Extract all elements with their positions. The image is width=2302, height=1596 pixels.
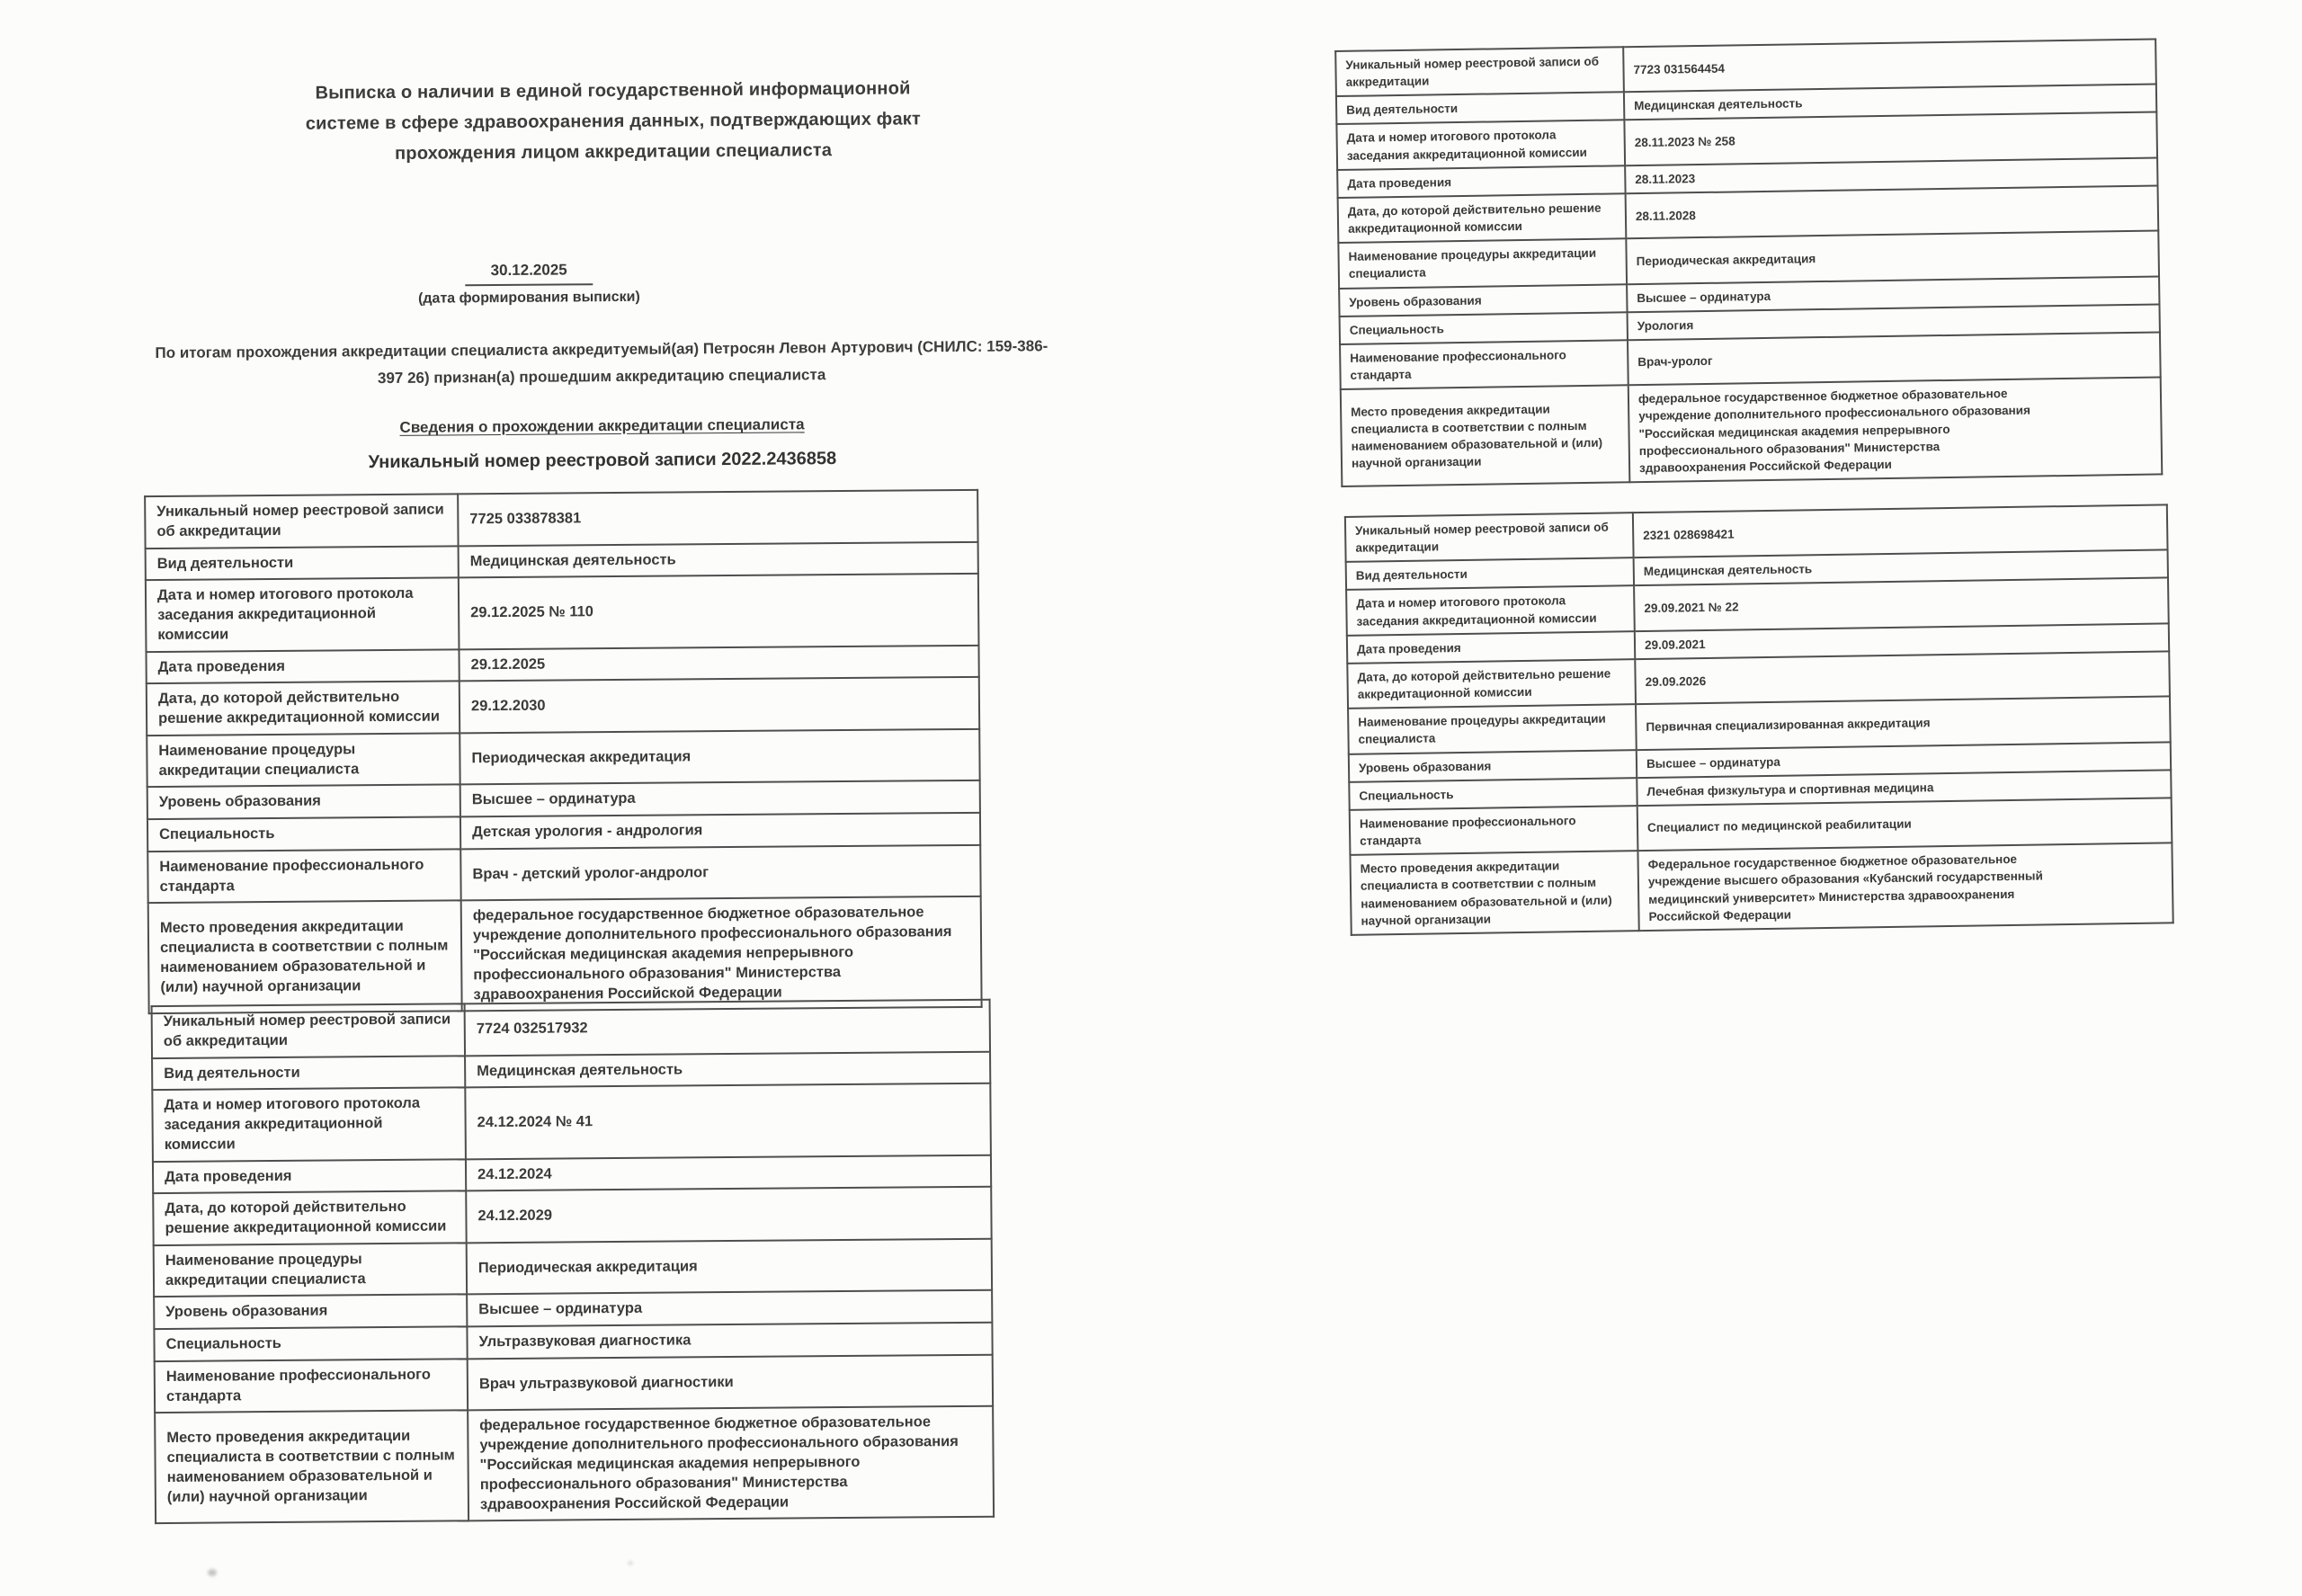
row-value: Лечебная физкультура и спортивная медицина <box>1646 780 1934 798</box>
row-label: Дата и номер итогового протокола заседания аккредитационной комиссии <box>156 585 414 643</box>
row-label: Специальность <box>1359 787 1454 803</box>
row-label: Вид деятельности <box>156 554 294 572</box>
row-value: 29.09.2021 <box>1644 637 1706 652</box>
row-value: Детская урология - андрология <box>472 822 703 841</box>
intro-line: 397 26) признан(а) прошедшим аккредитацию специалиста <box>377 366 826 388</box>
row-value-cell <box>467 1239 992 1295</box>
intro-line: По итогам прохождения аккредитации специалиста аккредитуемый(ая) Петросян Левон Артурович (СНИЛС: 159-386- <box>155 337 1048 362</box>
row-label-cell <box>147 849 460 903</box>
row-value: Врач ультразвуковой диагностики <box>478 1373 734 1393</box>
row-value-cell <box>458 490 977 546</box>
table-row <box>148 896 982 1013</box>
row-label-cell <box>1340 340 1628 389</box>
row-value-cell <box>467 1290 992 1326</box>
row-label-cell <box>155 1359 468 1413</box>
row-label: Наименование процедуры аккредитации специалиста <box>158 741 360 779</box>
table-row <box>152 1000 990 1058</box>
table-row <box>154 1239 992 1297</box>
row-label-cell <box>1335 47 1624 96</box>
row-value: федеральное государственное бюджетное образовательное учреждение дополнительного профессионального образования "Российская медицинская академия непрерывного профессионального образования" Министерства здравоохранения Российской Федерации <box>1637 387 2030 475</box>
row-label-cell <box>1339 284 1627 317</box>
title-line: Выписка о наличии в единой государственной информационной <box>315 78 911 103</box>
extract-date-caption: (дата формирования выписки) <box>417 289 640 307</box>
row-label: Наименование профессионального стандарта <box>159 856 424 895</box>
row-label: Дата, до которой действительно решение аккредитационной комиссии <box>1357 666 1611 701</box>
row-label: Дата, до которой действительно решение аккредитационной комиссии <box>1347 201 1602 236</box>
row-value-cell <box>465 1000 990 1056</box>
row-value: Высшее – ординатура <box>1637 289 1771 305</box>
row-value: 28.11.2023 № 258 <box>1634 134 1735 150</box>
row-label-cell <box>1346 586 1635 636</box>
row-label: Наименование профессионального стандарта <box>1359 814 1576 848</box>
row-value-cell <box>459 541 978 577</box>
row-label-cell <box>147 785 460 819</box>
row-value-cell <box>460 845 980 901</box>
section-heading: Сведения о прохождении аккредитации специалиста <box>399 415 805 436</box>
row-value: 7724 032517932 <box>476 1020 588 1038</box>
row-label-cell <box>1338 239 1627 289</box>
row-value: Медицинская деятельность <box>469 551 676 569</box>
row-label-cell <box>146 578 460 652</box>
row-value: Специалист по медицинской реабилитации <box>1646 817 1912 835</box>
row-value: Периодическая аккредитация <box>471 748 691 767</box>
row-label: Специальность <box>159 825 275 843</box>
row-value-cell <box>460 780 980 816</box>
row-value-cell <box>1623 39 2156 92</box>
row-label: Наименование процедуры аккредитации специалиста <box>1358 711 1606 747</box>
table-row <box>152 1083 991 1162</box>
row-label-cell <box>154 1243 467 1297</box>
row-label: Вид деятельности <box>164 1064 300 1082</box>
table-row <box>147 677 979 736</box>
row-label: Уникальный номер реестровой записи об аккредитации <box>1355 520 1609 555</box>
row-label-cell <box>146 546 459 580</box>
row-label: Уникальный номер реестровой записи об аккредитации <box>163 1011 451 1049</box>
row-value: 24.12.2024 <box>477 1165 552 1182</box>
row-value-cell <box>1636 697 2171 750</box>
row-value-cell <box>460 677 979 733</box>
row-label: Наименование профессионального стандарта <box>165 1366 431 1404</box>
row-value-cell <box>1635 651 2170 704</box>
row-label: Наименование профессионального стандарта <box>1350 348 1566 382</box>
accreditation-table-4 <box>1344 504 2174 935</box>
scan-speck <box>208 1569 217 1576</box>
row-label-cell <box>153 1191 466 1245</box>
extract-date: 30.12.2025 <box>466 261 593 286</box>
row-value-cell <box>460 813 980 849</box>
row-label: Дата проведения <box>165 1167 292 1185</box>
row-value: Высшее – ординатура <box>1646 754 1780 771</box>
row-label-cell <box>1341 385 1630 486</box>
row-label-cell <box>1350 851 1638 934</box>
row-label-cell <box>147 682 460 736</box>
table-row <box>147 845 980 904</box>
row-label-cell <box>145 494 458 548</box>
row-label-cell <box>154 1327 467 1361</box>
row-value: Периодическая аккредитация <box>1636 251 1816 268</box>
row-value: федеральное государственное бюджетное образовательное учреждение дополнительного профессионального образования "Российская медицинская академия непрерывного профессионального образования" Министерства здравоохранения Российской Федерации <box>479 1413 959 1512</box>
row-value-cell <box>461 896 982 1011</box>
row-value: 28.11.2028 <box>1635 208 1696 223</box>
row-value-cell <box>467 1323 992 1359</box>
row-label: Специальность <box>165 1335 281 1353</box>
row-value-cell <box>466 1187 991 1243</box>
row-label-cell <box>147 733 460 787</box>
accreditation-table-3 <box>1334 38 2163 486</box>
row-value: Федеральное государственное бюджетное образовательное учреждение высшего образования «Кубанский государственный медицинский университет» Министерства здравоохранения Российской Федерации <box>1647 852 2043 923</box>
row-label-cell <box>1337 165 1625 198</box>
row-value-cell <box>1637 843 2173 931</box>
row-value: Медицинская деятельность <box>1643 562 1813 579</box>
row-label-cell <box>153 1159 466 1193</box>
row-value: Первичная специализированная аккредитация <box>1646 716 1931 734</box>
row-label: Уровень образования <box>1358 759 1492 775</box>
row-label: Дата, до которой действительно решение аккредитационной комиссии <box>157 689 441 727</box>
row-label: Уровень образования <box>165 1302 328 1321</box>
row-value-cell <box>468 1355 993 1411</box>
row-value: 29.09.2021 № 22 <box>1644 600 1739 616</box>
row-value: 2321 028698421 <box>1643 527 1735 542</box>
table-row <box>1350 843 2173 935</box>
accreditation-table-1 <box>144 489 983 1015</box>
row-label-cell <box>152 1003 465 1057</box>
row-label-cell <box>1347 659 1636 709</box>
row-label-cell <box>1340 312 1628 344</box>
row-value: 29.12.2025 <box>470 655 546 673</box>
row-label-cell <box>1347 631 1635 664</box>
row-value-cell <box>1626 231 2159 284</box>
row-value-cell <box>468 1406 994 1520</box>
row-label: Место проведения аккредитации специалиста в соответствии с полным наименованием образовательной и (или) научной организации <box>1360 859 1612 928</box>
row-label: Дата проведения <box>1347 174 1452 191</box>
row-value-cell <box>1634 578 2169 631</box>
row-label: Дата проведения <box>157 657 286 675</box>
row-value: 29.12.2030 <box>470 697 546 715</box>
row-label-cell <box>147 817 460 851</box>
row-value: 24.12.2024 № 41 <box>477 1113 593 1131</box>
row-value-cell <box>1628 332 2161 385</box>
row-label: Дата и номер итогового протокола заседания аккредитационной комиссии <box>164 1095 421 1153</box>
scan-speck <box>628 1561 633 1565</box>
row-label: Наименование процедуры аккредитации специалиста <box>165 1251 366 1288</box>
row-label: Место проведения аккредитации специалиста в соответствии с полным наименованием образовательной и (или) научной организации <box>1351 402 1603 471</box>
row-label: Уровень образования <box>1349 293 1482 309</box>
row-value-cell <box>1626 185 2159 238</box>
row-label-cell <box>1350 806 1638 855</box>
title-line: системе в сфере здравоохранения данных, подтверждающих факт <box>305 109 922 134</box>
row-label-cell <box>155 1411 468 1524</box>
row-value: 29.12.2025 № 110 <box>470 603 593 621</box>
row-label: Место проведения аккредитации специалиста в соответствии с полным наименованием образовательной и (или) научной организации <box>166 1428 455 1505</box>
row-value-cell <box>1628 378 2163 483</box>
row-value: федеральное государственное бюджетное образовательное учреждение дополнительного профессионального образования "Российская медицинская академия непрерывного профессионального образования" Министерства здравоохранения Российской Федерации <box>472 904 952 1003</box>
intro-paragraph <box>80 333 1123 395</box>
row-label-cell <box>1336 120 1625 170</box>
table-row <box>1341 378 2162 486</box>
row-label: Вид деятельности <box>1346 102 1459 118</box>
document-title <box>104 72 1121 172</box>
row-label: Дата и номер итогового протокола заседания аккредитационной комиссии <box>1356 593 1597 629</box>
row-value: Урология <box>1637 317 1694 333</box>
row-label-cell <box>1348 704 1637 753</box>
row-label: Место проведения аккредитации специалиста в соответствии с полным наименованием образовательной и (или) научной организации <box>159 918 449 995</box>
row-value-cell <box>459 645 978 681</box>
row-label-cell <box>154 1295 467 1329</box>
row-label-cell <box>152 1056 465 1090</box>
row-value: Врач-уролог <box>1637 354 1713 370</box>
row-value-cell <box>1624 112 2157 165</box>
row-value-cell <box>1637 798 2173 851</box>
row-label-cell <box>1338 193 1627 243</box>
row-value-cell <box>465 1083 991 1159</box>
row-label-cell <box>152 1088 466 1162</box>
row-label-cell <box>146 649 459 683</box>
row-value: Медицинская деятельность <box>1634 96 1803 113</box>
table-row <box>145 490 977 548</box>
row-value: Высшее – ординатура <box>471 790 636 808</box>
extract-date-block <box>385 260 673 308</box>
row-value: 24.12.2029 <box>477 1207 553 1225</box>
row-value-cell <box>466 1155 991 1190</box>
row-label-cell <box>1336 93 1624 125</box>
row-label: Наименование процедуры аккредитации специалиста <box>1348 246 1597 281</box>
row-value: Высшее – ординатура <box>478 1300 643 1318</box>
table-row <box>147 729 979 788</box>
row-value-cell <box>459 574 979 649</box>
row-label: Уникальный номер реестровой записи об аккредитации <box>1345 54 1600 90</box>
registry-number-heading: Уникальный номер реестровой записи 2022.2436858 <box>368 449 837 473</box>
row-label: Специальность <box>1349 321 1444 337</box>
row-value: 7725 033878381 <box>469 510 582 528</box>
row-label: Дата и номер итогового протокола заседания аккредитационной комиссии <box>1346 128 1587 163</box>
row-value-cell <box>1633 504 2168 557</box>
title-line: прохождения лицом аккредитации специалиста <box>395 140 833 164</box>
table-row <box>153 1187 991 1245</box>
row-value: Медицинская деятельность <box>477 1060 683 1079</box>
row-label: Дата, до которой действительно решение аккредитационной комиссии <box>165 1199 447 1237</box>
row-value-cell <box>465 1051 990 1087</box>
row-label-cell <box>1345 513 1634 562</box>
row-label: Уровень образования <box>158 793 321 811</box>
row-label-cell <box>1346 557 1634 590</box>
page-2 <box>1235 0 2302 1596</box>
row-value-cell <box>460 729 979 785</box>
table-row <box>146 574 979 652</box>
accreditation-table-2 <box>151 999 995 1525</box>
row-label-cell <box>1349 750 1637 782</box>
row-label: Дата проведения <box>1356 640 1461 656</box>
row-value: 28.11.2023 <box>1635 171 1696 186</box>
row-label: Вид деятельности <box>1355 567 1468 584</box>
table-row <box>155 1406 994 1523</box>
row-label-cell <box>148 901 462 1014</box>
row-value: Периодическая аккредитация <box>477 1258 698 1276</box>
table-row <box>155 1355 993 1413</box>
row-label: Уникальный номер реестровой записи об аккредитации <box>156 501 444 539</box>
row-value: 29.09.2026 <box>1645 673 1707 689</box>
row-value: Врач - детский уролог-андролог <box>472 864 709 883</box>
row-value: Ультразвуковая диагностика <box>478 1332 691 1351</box>
row-label-cell <box>1349 778 1637 810</box>
row-value: 7723 031564454 <box>1633 61 1725 76</box>
